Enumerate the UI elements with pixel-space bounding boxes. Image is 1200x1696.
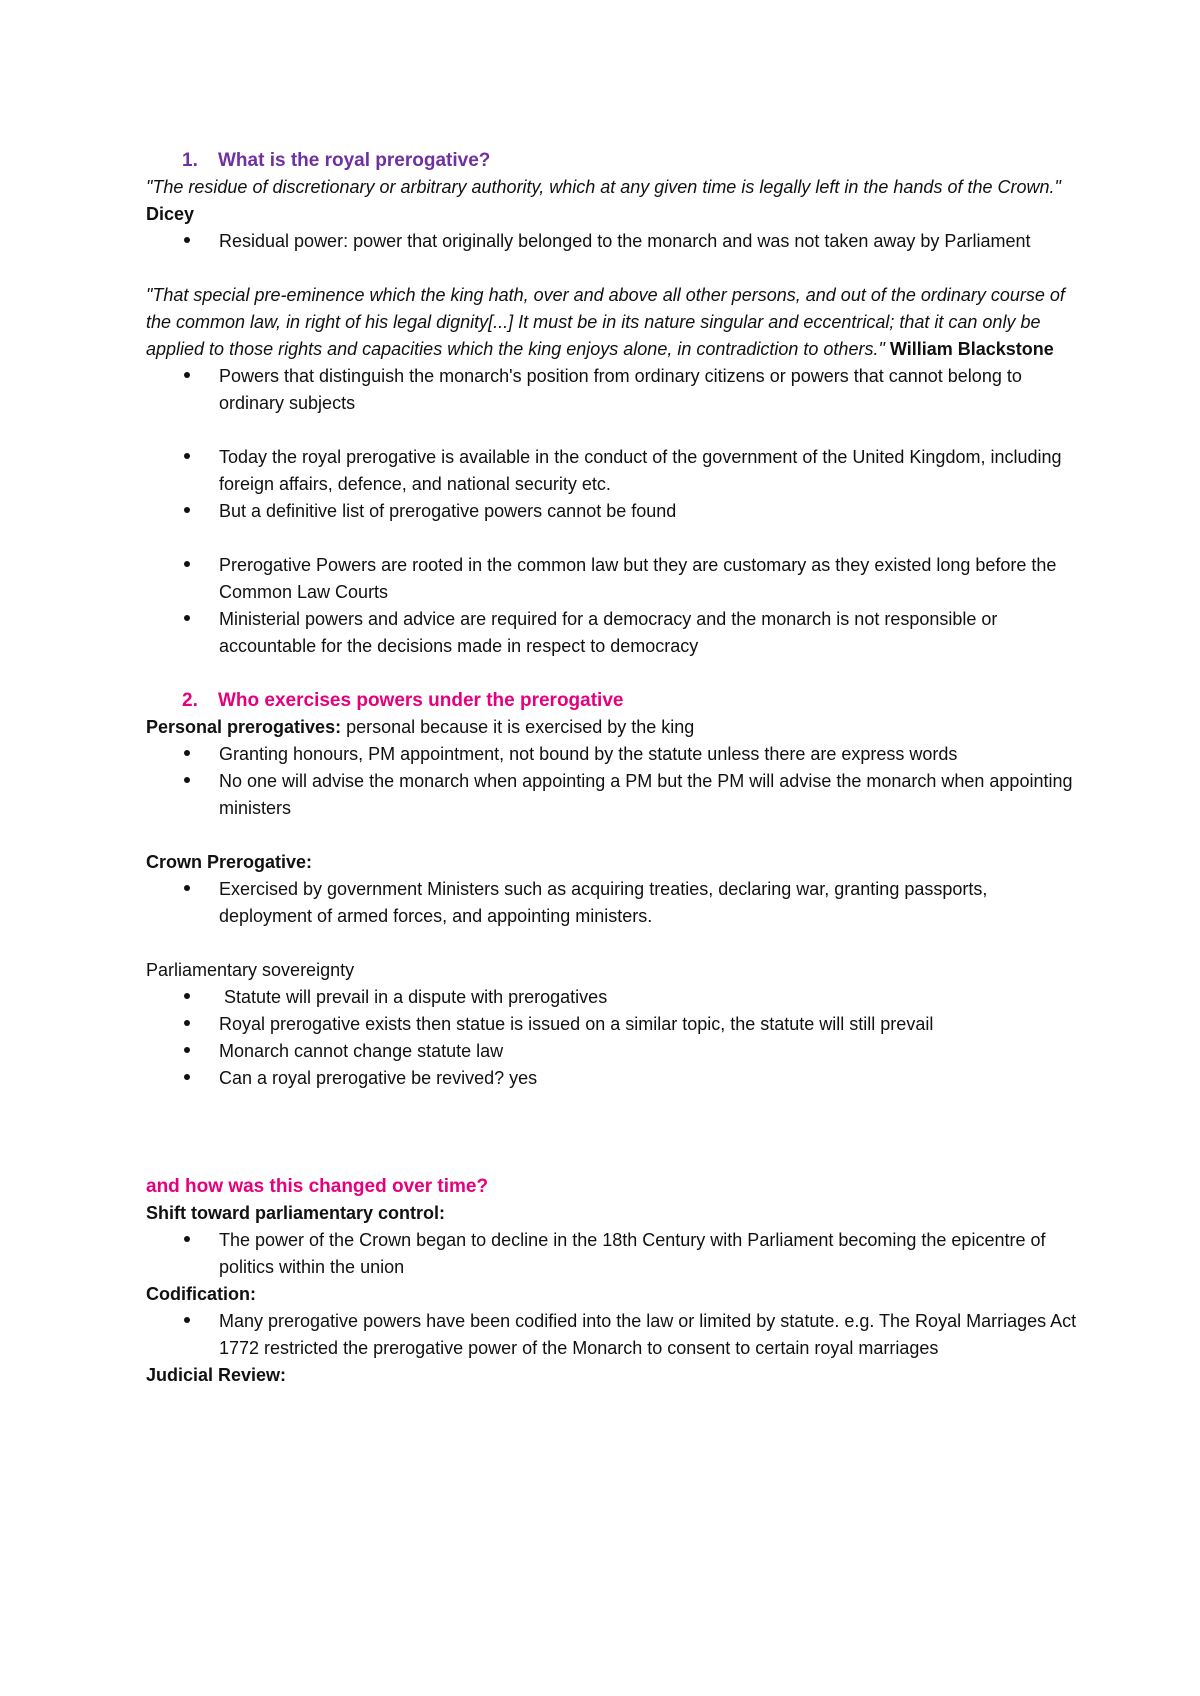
bullet-list-2: [146, 363, 1080, 417]
list-item: Can a royal prerogative be revived? yes: [219, 1065, 1080, 1092]
blackstone-quote-text: "That special pre-eminence which the king hath, over and above all other persons, and out of the ordinary course of the common law, in right of his legal dignity[...] It must be in its nature singular and eccentrical; that it can only be applied to those rights and capacities which the king enjoys alone, in contradiction to others.": [146, 285, 1065, 359]
dicey-quote: [146, 174, 1080, 228]
personal-prerogatives-line: [146, 714, 1080, 741]
list-item: Granting honours, PM appointment, not bound by the statute unless there are express words: [219, 741, 1080, 768]
personal-prerogatives-label: Personal prerogatives:: [146, 717, 342, 737]
list-item: No one will advise the monarch when appointing a PM but the PM will advise the monarch when appointing ministers: [219, 768, 1080, 822]
list-item: Today the royal prerogative is available in the conduct of the government of the United Kingdom, including foreign affairs, defence, and national security etc.: [219, 444, 1080, 498]
section1-number: 1.: [182, 150, 198, 171]
section2-heading-text: Who exercises powers under the prerogative: [218, 690, 624, 711]
section2-heading: [146, 687, 1080, 714]
list-item: Powers that distinguish the monarch's position from ordinary citizens or powers that cannot belong to ordinary subjects: [219, 363, 1080, 417]
personal-prerogatives-text: personal because it is exercised by the king: [341, 717, 695, 737]
judicial-review-label: Judicial Review:: [146, 1365, 287, 1385]
blackstone-quote: [146, 282, 1080, 363]
section1-heading-text: What is the royal prerogative?: [218, 150, 491, 171]
shift-label: Shift toward parliamentary control:: [146, 1203, 446, 1223]
section1-heading: [146, 147, 1080, 174]
list-item: The power of the Crown began to decline in the 18th Century with Parliament becoming the epicentre of politics within the union: [219, 1227, 1080, 1281]
list-item: But a definitive list of prerogative powers cannot be found: [219, 498, 1080, 525]
list-item: Ministerial powers and advice are required for a democracy and the monarch is not responsible or accountable for the decisions made in respect to democracy: [219, 606, 1080, 660]
codification-label: Codification:: [146, 1284, 256, 1304]
list-item: Statute will prevail in a dispute with prerogatives: [219, 984, 1080, 1011]
list-item: Royal prerogative exists then statue is issued on a similar topic, the statute will still prevail: [219, 1011, 1080, 1038]
parliamentary-bullets: [146, 984, 1080, 1092]
dicey-quote-text: "The residue of discretionary or arbitrary authority, which at any given time is legally left in the hands of the Crown.": [146, 177, 1061, 197]
list-item: Monarch cannot change statute law: [219, 1038, 1080, 1065]
shift-bullets: [146, 1227, 1080, 1281]
parliamentary-sovereignty-label: Parliamentary sovereignty: [146, 960, 355, 980]
codification-bullets: [146, 1308, 1080, 1362]
bullet-list-1: [146, 228, 1080, 255]
list-item: Exercised by government Ministers such as acquiring treaties, declaring war, granting passports, deployment of armed forces, and appointing ministers.: [219, 876, 1080, 930]
personal-bullets: [146, 741, 1080, 822]
blackstone-author: William Blackstone: [889, 339, 1054, 359]
crown-prerogative-label: Crown Prerogative:: [146, 852, 313, 872]
section2-number: 2.: [182, 690, 198, 711]
dicey-author: Dicey: [146, 204, 195, 224]
bullet-list-3: [146, 444, 1080, 525]
bullet-list-4: [146, 552, 1080, 660]
list-item: Prerogative Powers are rooted in the common law but they are customary as they existed long before the Common Law Courts: [219, 552, 1080, 606]
list-item: Many prerogative powers have been codified into the law or limited by statute. e.g. The Royal Marriages Act 1772 restricted the prerogative power of the Monarch to consent to certain royal marriages: [219, 1308, 1080, 1362]
list-item: Residual power: power that originally belonged to the monarch and was not taken away by Parliament: [219, 228, 1080, 255]
crown-bullets: [146, 876, 1080, 930]
section3-heading: and how was this changed over time?: [146, 1176, 489, 1197]
